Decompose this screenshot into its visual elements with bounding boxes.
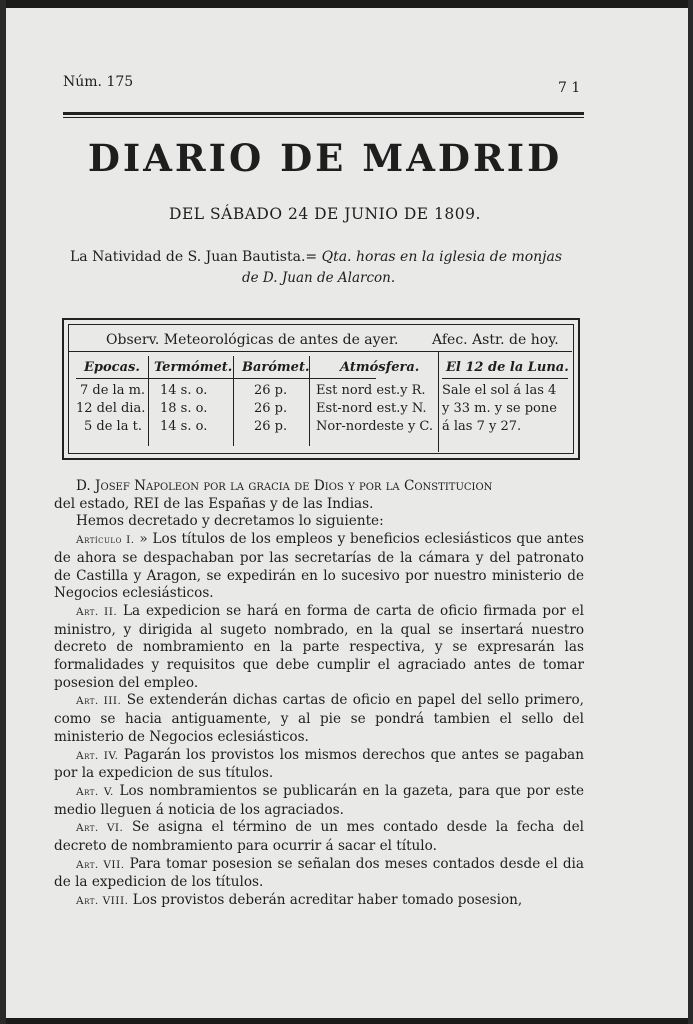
article-8: Art. VIII. Los provistos deberán acreditar haber tomado posesion, [76,892,523,909]
row1-epoca: 7 de la m. [80,383,146,398]
header-rule-thick [63,112,584,115]
row3-barom: 26 p. [254,419,288,434]
table-col-divider-4 [438,351,439,452]
decree-opening-2: del estado, REI de las Españas y de las Indias. [54,495,374,512]
table-header-underline-luna [442,378,568,379]
weather-caption-astro: Afec. Astr. de hoy. [432,332,559,348]
th-atmosfera: Atmósfera. [340,360,420,375]
row1-luna: Sale el sol á las 4 [442,383,557,398]
article-5: Art. V. Los nombramientos se publicarán en la gazeta, para que por este medio lleguen á noticia de los agraciados. [54,782,584,818]
th-luna: El 12 de la Luna. [446,360,569,375]
article-6: Art. VI. Se asigna el término de un mes contado desde la fecha del decreto de nombramiento para ocurrir á sacar el título. [54,819,584,855]
scan-right-edge [688,0,693,1024]
saint-line-1 [70,249,562,265]
row2-atm: Est-nord est.y N. [316,401,427,416]
row2-term: 18 s. o. [160,401,208,416]
issue-number: Núm. 175 [63,74,134,90]
row2-epoca: 12 del dia. [76,401,146,416]
table-caption-divider [68,351,572,352]
row3-term: 14 s. o. [160,419,208,434]
row2-luna: y 33 m. y se pone [442,401,557,416]
article-7: Art. VII. Para tomar posesion se señalan dos meses contados desde el dia de la expedicion de los títulos. [54,855,584,891]
row3-epoca: 5 de la t. [84,419,142,434]
decree-opening-1: D. Josef Napoleon por la gracia de Dios y por la Constitucion [76,478,493,494]
article-4: Art. IV. Pagarán los provistos los mismos derechos que antes se pagaban por la expedicion de sus títulos. [54,746,585,782]
decree-intro: Hemos decretado y decretamos lo siguiente: [76,513,384,530]
row2-barom: 26 p. [254,401,288,416]
row3-atm: Nor-nordeste y C. [316,419,434,434]
article-3: Art. III. Se extenderán dichas cartas de oficio en papel del sello primero, como se hacia antiguamente, y al pie se pondrá tambien el sello del ministerio de Negocios eclesiásticos. [54,692,584,745]
th-baromet: Barómet. [242,360,310,375]
row1-barom: 26 p. [254,383,288,398]
table-col-divider-2 [233,356,234,446]
table-header-underline [76,378,376,379]
th-termomet: Termómet. [154,360,233,375]
header-rule-thin [63,117,584,118]
article-2: Art. II. La expedicion se hará en forma de carta de oficio firmada por el ministro, y dirigida al sugeto nombrado, en la qual se insertará nuestro decreto de nombramiento en la parte respectiva, y se expresarán las formalidades y requisitos que debe cumplir el agraciado antes de tomar posesion del empleo. [54,602,584,691]
row1-atm: Est nord est.y R. [316,383,426,398]
issue-date: DEL SÁBADO 24 DE JUNIO DE 1809. [169,205,481,223]
decree-body [54,478,584,911]
masthead-title: DIARIO DE MADRID [87,136,563,180]
table-col-divider-1 [148,356,149,446]
saint-line-2: de D. Juan de Alarcon. [242,270,396,286]
article-1: Artículo I. » Los títulos de los empleos y beneficios eclesiásticos que antes de ahora se despachaban por las secretarías de la cámara y del patronato de Castilla y Aragon, se expedirán en lo sucesivo por nuestro ministerio de Negocios eclesiásticos. [54,531,584,602]
row1-term: 14 s. o. [160,383,208,398]
weather-caption-observations: Observ. Meteorológicas de antes de ayer. [106,332,399,348]
saint-hours: = Qta. horas en la iglesia de monjas [305,249,563,265]
th-epocas: Epocas. [84,360,140,375]
page-number: 7 1 [558,80,581,96]
saint-feast: La Natividad de S. Juan Bautista. [70,249,306,265]
newspaper-page [6,8,688,1018]
row3-luna: á las 7 y 27. [442,419,522,434]
